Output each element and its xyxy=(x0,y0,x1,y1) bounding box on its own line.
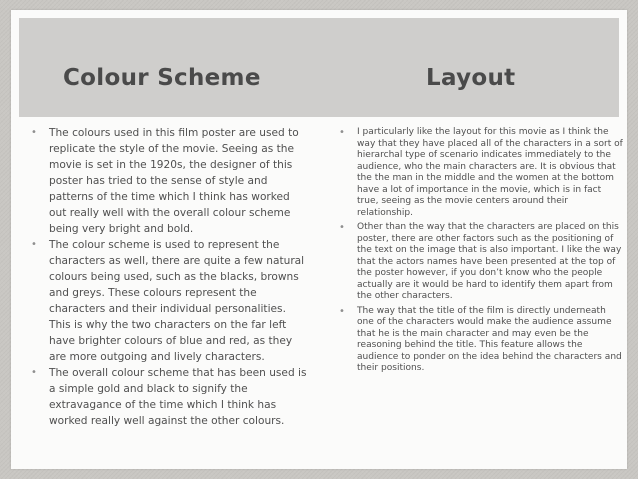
colour-scheme-list xyxy=(27,125,309,429)
layout-point xyxy=(335,222,625,303)
colour-scheme-point xyxy=(27,237,309,365)
bullet-text: The overall colour scheme that has been used is a simple gold and black to signify the extravagance of the time which I think has worked really well against the other colours. xyxy=(49,367,307,427)
bullet-icon: • xyxy=(339,127,345,138)
bullet-icon: • xyxy=(31,127,37,138)
slide xyxy=(11,10,627,469)
bullet-text: The way that the title of the film is directly underneath one of the characters would make the audience assume that he is the main character and may even be the reasoning behind the title. This feature allows the audience to ponder on the idea behind the characters and their positions. xyxy=(357,305,622,373)
bullet-text: I particularly like the layout for this movie as I think the way that they have placed all of the characters in a sort of hierarchal type of scenario indicates immediately to the audience, who the main characters are. It is obvious that the the man in the middle and the women at the bottom have a lot of importance in the movie, which is in fact true, seeing as the movie centers around their relationship. xyxy=(357,127,623,218)
bullet-text: The colour scheme is used to represent the characters as well, there are quite a few natural colours being used, such as the blacks, browns and greys. These colours represent the characters and their individual personalities. This is why the two characters on the far left have brighter colours of blue and red, as they are more outgoing and lively characters. xyxy=(49,239,305,363)
title-band xyxy=(19,18,619,117)
layout-point xyxy=(335,306,625,375)
layout-heading: Layout xyxy=(426,65,516,91)
bullet-icon: • xyxy=(31,239,37,250)
bullet-icon: • xyxy=(31,367,37,378)
layout-list xyxy=(335,127,625,378)
colour-scheme-point xyxy=(27,365,309,429)
bullet-icon: • xyxy=(339,305,345,317)
bullet-icon: • xyxy=(339,222,345,233)
layout-point xyxy=(335,127,625,219)
bullet-text: Other than the way that the characters are placed on this poster, there are other factors such as the positioning of the text on the image that is also important. I like the way that the actors names have been presented at the top of the poster however, if you don’t know who the people actually are it would be hard to identify them apart from the other characters. xyxy=(357,222,622,301)
colour-scheme-heading: Colour Scheme xyxy=(63,65,261,91)
bullet-text: The colours used in this film poster are used to replicate the style of the movie. Seeing as the movie is set in the 1920s, the designer of this poster has tried to the sense of style and patterns of the time which I think has worked out really well with the overall colour scheme being very bright and bold. xyxy=(49,127,299,235)
colour-scheme-point xyxy=(27,125,309,237)
